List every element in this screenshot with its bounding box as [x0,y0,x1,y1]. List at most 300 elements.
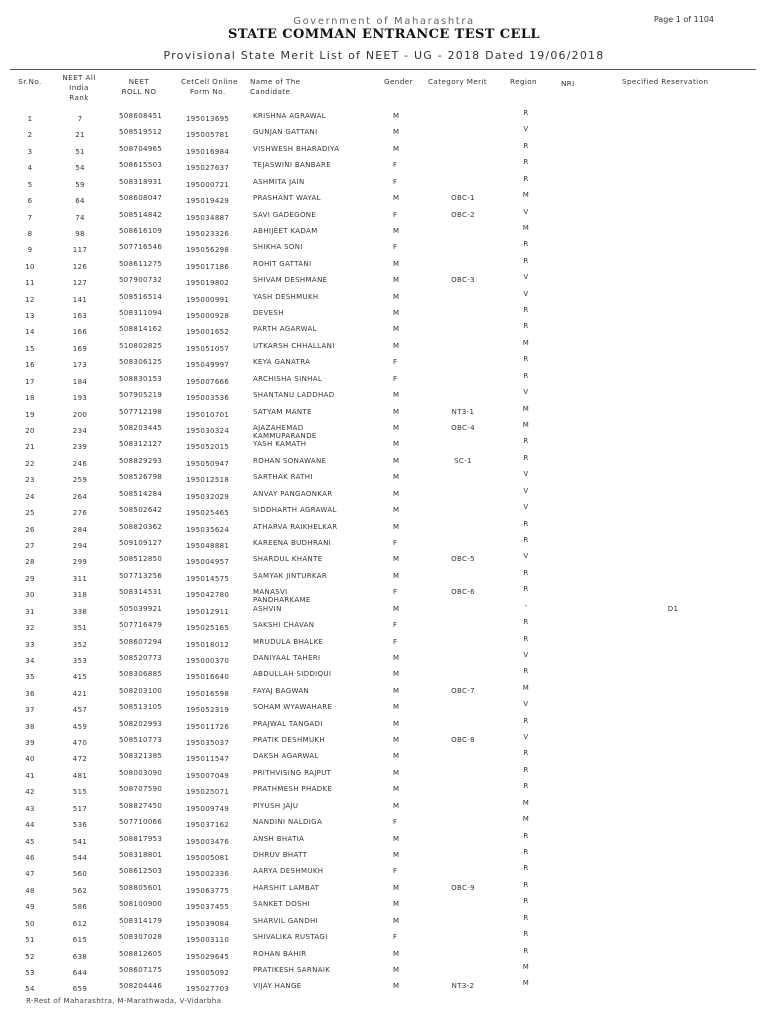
cell-roll-no: 507900732 [119,276,163,285]
col-neet-rank [56,73,102,103]
table-row [0,387,768,403]
cell-category-merit: NT3-2 [451,982,475,991]
cell-region: R [523,535,529,544]
cell-form-no: 195013695 [186,115,230,123]
cell-form-no: 195003536 [186,394,230,403]
cell-roll-no: 509109127 [119,538,163,547]
cell-candidate-name: ATHARVA RAIKHELKAR [253,522,338,531]
cell-gender: M [393,653,400,662]
cell-gender: M [393,555,400,564]
cell-region: R [523,437,529,446]
cell-form-no: 195003110 [186,936,230,945]
cell-gender: M [393,440,400,449]
cell-roll-no: 508820362 [119,522,163,531]
col-region: Region [510,77,538,86]
cell-region: R [523,847,529,856]
cell-category-merit: OBC-3 [451,276,475,285]
cell-region: M [522,223,530,232]
cell-candidate-name: ROHAN BAHIR [253,949,307,958]
cell-neet-rank: 470 [72,739,88,748]
cell-region: R [523,634,529,643]
cell-candidate-name: ARCHISHA SINHAL [253,374,323,383]
cell-form-no: 195025165 [186,624,230,633]
cell-roll-no: 508510773 [119,736,163,745]
cell-neet-rank: 64 [75,197,85,206]
cell-roll-no: 508830153 [119,374,163,383]
cell-form-no: 195052319 [186,706,230,715]
table-row [0,584,768,605]
cell-candidate-name: AJAZAHEMAD KAMMUPARANDE [253,424,317,441]
col-roll-line1: NEET [128,77,150,86]
cell-candidate-name: ROHIT GATTANI [253,259,312,268]
cell-roll-no: 505039921 [119,604,163,613]
cell-sr-no: 11 [25,279,35,288]
cell-form-no: 195029645 [186,952,230,961]
cell-candidate-name: SAMYAK JINTURKAR [253,571,328,580]
cell-form-no: 195009749 [186,804,230,813]
table-row [0,436,768,452]
cell-candidate-name: KAREENA BUDHRANI [253,538,332,547]
cell-gender: M [393,325,400,334]
cell-gender: M [393,407,400,416]
cell-candidate-name: UTKARSH CHHALLANI [253,341,335,350]
cell-form-no: 195018012 [186,640,230,649]
cell-candidate-name: PRATIKESH SARNAIK [253,965,331,974]
cell-roll-no: 507710066 [119,818,163,827]
cell-candidate-name: PRAJWAL TANGADI [253,719,323,728]
table-row [0,847,768,863]
cell-gender: F [393,374,398,383]
cell-sr-no: 12 [25,295,35,304]
table-row [0,798,768,814]
cell-sr-no: 37 [25,706,35,715]
cell-sr-no: 19 [25,410,35,419]
cell-region: V [523,552,529,561]
cell-gender: M [393,259,400,268]
table-row [0,880,768,896]
cell-candidate-name: TEJASWINI BANBARE [253,161,332,170]
cell-sr-no: 44 [25,821,35,830]
cell-candidate-name: HARSHIT LAMBAT [253,883,320,892]
cell-neet-rank: 299 [72,558,88,567]
cell-roll-no: 508607175 [119,965,163,974]
cell-gender: M [393,341,400,350]
cell-form-no: 195005092 [186,968,230,977]
cell-form-no: 195007666 [186,377,230,386]
cell-region: R [523,568,529,577]
cell-region: V [523,125,529,134]
cell-sr-no: 34 [25,656,35,665]
cell-sr-no: 25 [25,509,35,518]
cell-gender: M [393,801,400,810]
cell-form-no: 195051057 [186,344,230,353]
cell-neet-rank: 353 [72,656,88,665]
cell-candidate-name: YASH DESHMUKH [253,292,319,301]
cell-region: R [523,930,529,939]
table-row [0,831,768,847]
cell-roll-no: 507712198 [119,407,163,416]
cell-sr-no: 23 [25,476,35,485]
cell-region: V [523,289,529,298]
cell-sr-no: 18 [25,394,35,403]
cell-sr-no: 8 [27,229,33,238]
cell-category-merit: OBC-8 [451,736,475,745]
cell-roll-no: 508827450 [119,801,163,810]
cell-candidate-name: SARTHAK RATHI [253,473,313,482]
col-form-no [181,77,238,97]
cell-roll-no: 508307028 [119,933,163,942]
cell-category-merit: NT3-1 [451,407,475,416]
cell-form-no: 195000991 [186,295,230,304]
cell-category-merit: SC-1 [454,456,472,465]
cell-neet-rank: 612 [72,919,88,928]
cell-neet-rank: 239 [72,443,88,452]
cell-candidate-name: SHIKHA SONI [253,243,303,252]
cell-sr-no: 42 [25,788,35,797]
cell-gender: M [393,719,400,728]
cell-sr-no: 29 [25,574,35,583]
cell-gender: M [393,506,400,515]
table-row [0,321,768,337]
cell-roll-no: 508611275 [119,259,163,268]
cell-region: R [523,716,529,725]
cell-form-no: 195014575 [186,574,230,583]
cell-candidate-name: SIDDHARTH AGRAWAL [253,506,337,515]
cell-candidate-name: MRUDULA BHALKE [253,637,324,646]
table-row [0,502,768,518]
cell-form-no: 195012911 [186,607,230,616]
cell-candidate-name: FAYAJ BAGWAN [253,686,310,695]
table-row [0,453,768,469]
cell-region: R [523,946,529,955]
cell-roll-no: 508805601 [119,883,163,892]
cell-sr-no: 43 [25,804,35,813]
cell-region: - [524,601,528,610]
cell-roll-no: 508100900 [119,900,163,909]
cell-form-no: 195016984 [186,147,230,156]
cell-form-no: 195000928 [186,312,230,321]
cell-gender: M [393,916,400,925]
cell-roll-no: 508514284 [119,489,163,498]
cell-neet-rank: 541 [72,837,88,846]
cell-candidate-name: ASHVIN [253,604,282,613]
cell-sr-no: 5 [27,180,33,189]
cell-region: M [522,962,530,971]
cell-form-no: 195027637 [186,164,230,173]
cell-candidate-name: ROHAN SONAWANE [253,456,327,465]
cell-sr-no: 22 [25,459,35,468]
cell-region: R [523,306,529,315]
col-name-line2: Candidate [250,87,291,96]
cell-form-no: 195056298 [186,246,230,255]
cell-candidate-name: SHANTANU LADDHAD [253,391,335,400]
government-heading: Government of Maharashtra [293,16,475,27]
cell-roll-no: 507713256 [119,571,163,580]
cell-neet-rank: 560 [72,870,88,879]
cell-gender: M [393,571,400,580]
cell-roll-no: 508318931 [119,177,163,186]
cell-gender: M [393,276,400,285]
cell-candidate-name: ASHMITA JAIN [253,177,305,186]
cell-form-no: 195027703 [186,985,230,994]
cell-gender: F [393,621,398,630]
table-row [0,978,768,994]
cell-candidate-name: ANSH BHATIA [253,834,305,843]
cell-sr-no: 38 [25,722,35,731]
cell-region: R [523,749,529,758]
cell-sr-no: 30 [25,591,35,600]
cell-region: M [522,421,530,430]
table-row [0,814,768,830]
table-row [0,157,768,173]
col-roll-no [112,77,166,97]
cell-roll-no: 508318801 [119,850,163,859]
table-row [0,404,768,420]
cell-gender: F [393,210,398,219]
cell-gender: F [393,538,398,547]
table-row [0,666,768,682]
cell-gender: F [393,243,398,252]
cell-candidate-name: DHRUV BHATT [253,850,308,859]
cell-sr-no: 54 [25,985,35,994]
cell-roll-no: 508314531 [119,588,163,597]
cell-gender: F [393,818,398,827]
cell-sr-no: 32 [25,624,35,633]
cell-region: R [523,240,529,249]
cell-sr-no: 9 [27,246,33,255]
cell-sr-no: 45 [25,837,35,846]
cell-sr-no: 24 [25,492,35,501]
cell-gender: F [393,358,398,367]
cell-roll-no: 508306885 [119,670,163,679]
cell-gender: M [393,489,400,498]
cell-candidate-name: DAKSH AGARWAL [253,752,319,761]
cell-roll-no: 508612503 [119,867,163,876]
table-row [0,289,768,305]
table-row [0,223,768,239]
cell-candidate-name: SATYAM MANTE [253,407,312,416]
cell-form-no: 195005781 [186,131,230,140]
cell-region: R [523,158,529,167]
table-row [0,863,768,879]
col-neet-rank-line2: India [69,83,89,92]
cell-candidate-name: PARTH AGARWAL [253,325,317,334]
cell-roll-no: 508204446 [119,982,163,991]
cell-roll-no: 507905219 [119,391,163,400]
cell-region: R [523,667,529,676]
region-legend: R-Rest of Maharashtra, M-Marathwada, V-Vidarbha [26,996,222,1005]
cell-roll-no: 508502642 [119,506,163,515]
cell-roll-no: 508314179 [119,916,163,925]
cell-roll-no: 508829293 [119,456,163,465]
table-row [0,190,768,206]
cell-sr-no: 21 [25,443,35,452]
cell-neet-rank: 98 [75,229,85,238]
cell-region: R [523,453,529,462]
table-row [0,634,768,650]
cell-candidate-name: DANIYAAL TAHERI [253,653,321,662]
cell-roll-no: 508516514 [119,292,163,301]
cell-region: R [523,519,529,528]
cell-form-no: 195011547 [186,755,230,764]
table-row [0,568,768,584]
cell-sr-no: 13 [25,312,35,321]
cell-neet-rank: 184 [72,377,88,386]
cell-form-no: 195030324 [186,427,230,436]
cell-region: V [523,207,529,216]
cell-region: R [523,913,529,922]
cell-neet-rank: 126 [72,262,88,271]
table-row [0,174,768,190]
cell-neet-rank: 193 [72,394,88,403]
cell-neet-rank: 264 [72,492,88,501]
cell-gender: M [393,522,400,531]
cell-roll-no: 508312127 [119,440,163,449]
cell-region: R [523,864,529,873]
cell-neet-rank: 54 [75,164,85,173]
cell-neet-rank: 127 [72,279,88,288]
cell-neet-rank: 562 [72,886,88,895]
table-row [0,141,768,157]
cell-gender: F [393,588,398,597]
cell-region: M [522,338,530,347]
cell-roll-no: 508615503 [119,161,163,170]
cell-region: M [522,191,530,200]
cell-neet-rank: 21 [75,131,85,140]
cell-neet-rank: 515 [72,788,88,797]
cell-category-merit: OBC-9 [451,883,475,892]
cell-neet-rank: 415 [72,673,88,682]
cell-region: R [523,256,529,265]
cell-region: R [523,322,529,331]
cell-region: R [523,880,529,889]
cell-form-no: 195000370 [186,656,230,665]
table-row [0,535,768,551]
cell-roll-no: 508526798 [119,473,163,482]
cell-sr-no: 6 [27,197,33,206]
cell-gender: M [393,391,400,400]
cell-sr-no: 49 [25,903,35,912]
cell-neet-rank: 659 [72,985,88,994]
cell-region: R [523,141,529,150]
cell-sr-no: 35 [25,673,35,682]
table-row [0,469,768,485]
cell-region: R [523,174,529,183]
cell-gender: M [393,194,400,203]
cell-category-merit: OBC-5 [451,555,475,564]
cell-neet-rank: 586 [72,903,88,912]
cell-region: R [523,371,529,380]
cell-form-no: 195000721 [186,180,230,189]
cell-category-merit: OBC-7 [451,686,475,695]
cell-candidate-name: NANDINI NALDIGA [253,818,323,827]
cell-form-no: 195025071 [186,788,230,797]
cell-sr-no: 48 [25,886,35,895]
cell-category-merit: OBC-4 [451,424,475,433]
col-sr-no: Sr.No. [18,77,42,86]
cell-form-no: 195019429 [186,197,230,206]
cell-roll-no: 510802825 [119,341,163,350]
cell-form-no: 195049997 [186,361,230,370]
cell-region: V [523,503,529,512]
cell-sr-no: 26 [25,525,35,534]
page-number: Page 1 of 1104 [653,15,714,24]
cell-region: R [523,109,529,117]
cell-gender: M [393,900,400,909]
cell-gender: M [393,949,400,958]
cell-sr-no: 39 [25,739,35,748]
cell-roll-no: 507716479 [119,621,163,630]
col-neet-rank-line1: NEET All [62,73,96,82]
table-row [0,896,768,912]
cell-candidate-name: SOHAM WYAWAHARE [253,703,333,712]
cell-form-no: 195042780 [186,591,230,600]
cell-sr-no: 27 [25,541,35,550]
cell-neet-rank: 117 [72,246,88,255]
cell-sr-no: 3 [27,147,33,156]
col-roll-line2: ROLL NO [121,87,157,96]
header-rule [10,69,756,70]
cell-neet-rank: 259 [72,476,88,485]
cell-sr-no: 28 [25,558,35,567]
cell-form-no: 195035624 [186,525,230,534]
cell-neet-rank: 169 [72,344,88,353]
cell-form-no: 195016598 [186,689,230,698]
cell-region: V [523,700,529,709]
cell-region: R [523,355,529,364]
cell-sr-no: 52 [25,952,35,961]
table-row [0,272,768,288]
cell-roll-no: 508203100 [119,686,163,695]
cell-neet-rank: 517 [72,804,88,813]
cell-candidate-name: YASH KAMATH [253,440,307,449]
cell-gender: M [393,965,400,974]
cell-form-no: 195023326 [186,229,230,238]
col-gender: Gender [384,77,413,86]
table-row [0,650,768,666]
table-row [0,124,768,140]
cell-region: V [523,650,529,659]
cell-neet-rank: 294 [72,541,88,550]
cell-category-merit: OBC-6 [451,588,475,597]
cell-gender: M [393,703,400,712]
cell-form-no: 195048881 [186,541,230,550]
col-name-line1: Name of The [250,77,301,86]
cell-neet-rank: 74 [75,213,85,222]
cell-roll-no: 508321385 [119,752,163,761]
cell-neet-rank: 59 [75,180,85,189]
cell-candidate-name: GUNJAN GATTANI [253,128,318,137]
col-category-merit: Category Merit [428,77,488,86]
cell-candidate-name: SAKSHI CHAVAN [253,621,315,630]
cell-roll-no: 508704965 [119,144,163,153]
cell-form-no: 195035037 [186,739,230,748]
cell-sr-no: 4 [27,164,33,173]
cell-sr-no: 41 [25,771,35,780]
table-row [0,748,768,764]
cell-gender: M [393,604,400,613]
cell-form-no: 195037455 [186,903,230,912]
cell-form-no: 195050947 [186,459,230,468]
table-row [0,305,768,321]
cell-sr-no: 2 [27,131,33,140]
table-row [0,929,768,945]
cell-sr-no: 47 [25,870,35,879]
cell-candidate-name: PIYUSH JAJU [253,801,299,810]
cell-neet-rank: 638 [72,952,88,961]
cell-candidate-name: KEYA GANATRA [253,358,311,367]
cell-roll-no: 508817953 [119,834,163,843]
